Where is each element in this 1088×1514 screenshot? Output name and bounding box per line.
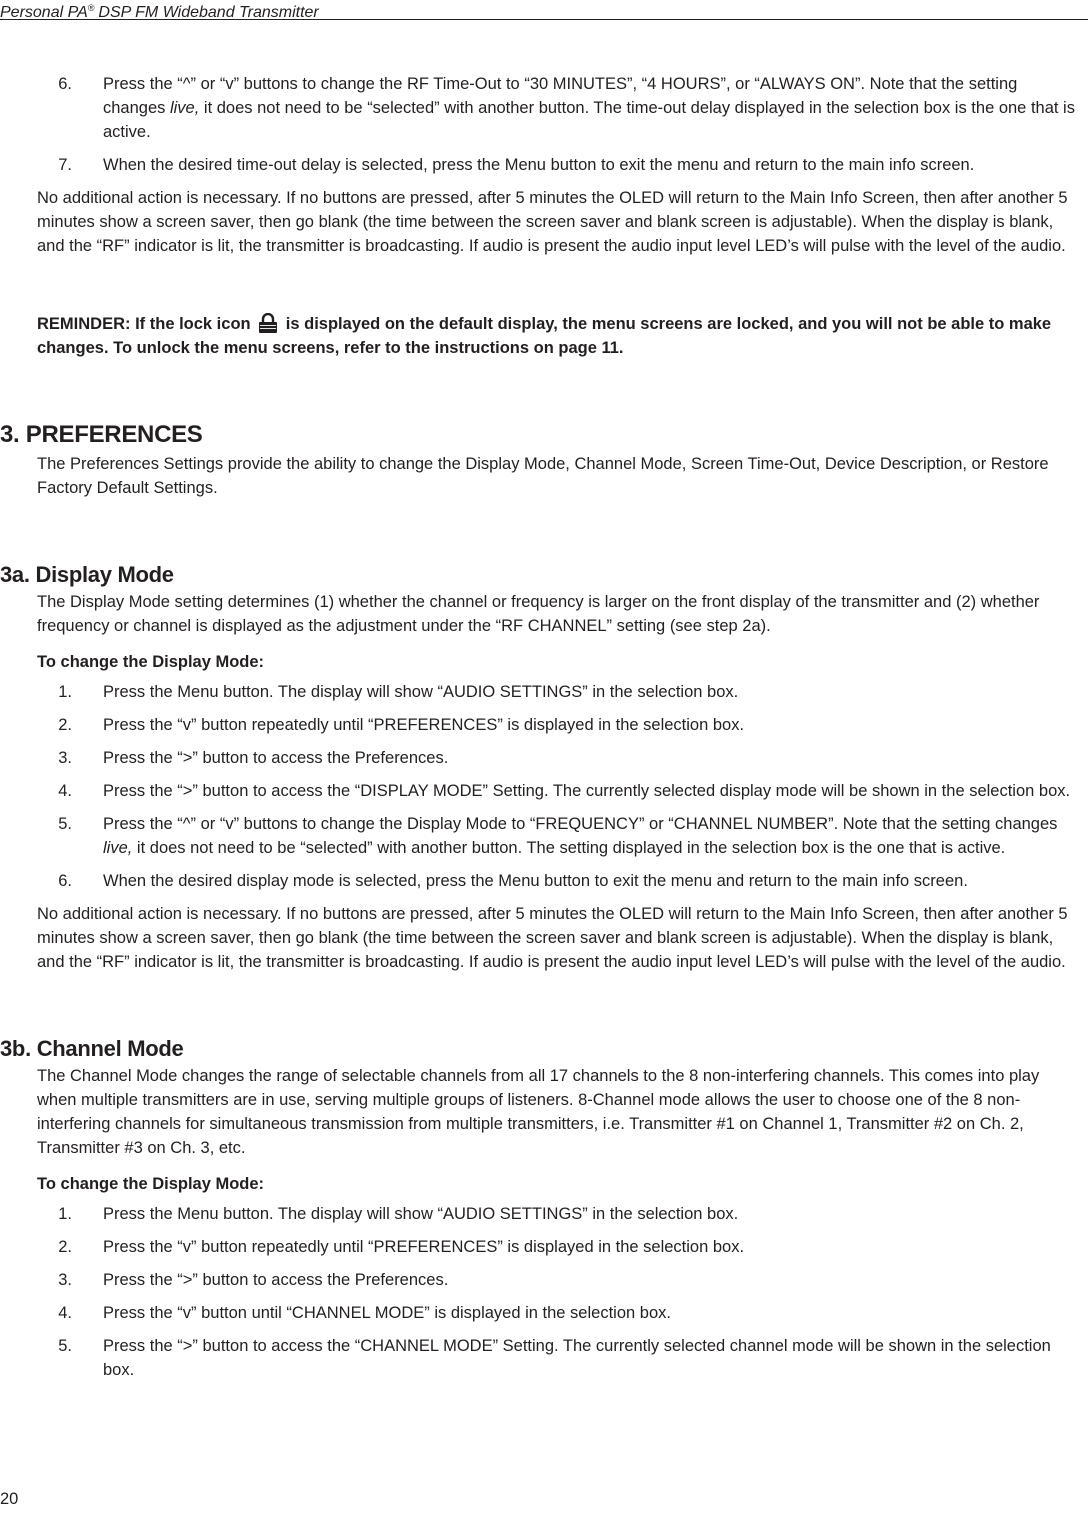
step-6 xyxy=(37,869,1083,893)
channel-mode-subhead: To change the Display Mode: xyxy=(37,1175,265,1193)
channel-mode-intro: The Channel Mode changes the range of selectable channels from all 17 channels to the 8 non-interfering channels. This comes into play when multiple transmitters are in use, serving multiple groups of listeners. 8-Channel mode allows the user to choose one of the 8 non-interfering channels for simultaneous transmission from multiple transmitters, i.e. Transmitter #1 on Channel 1, Transmitter #2 on Ch. 2, Transmitter #3 on Ch. 3, etc. xyxy=(37,1067,1040,1157)
step-text: Press the “v” button repeatedly until “PREFERENCES” is displayed in the selection box. xyxy=(103,716,745,734)
step-2 xyxy=(37,1235,1083,1259)
step-3 xyxy=(37,746,1083,770)
step-number: 7. xyxy=(58,156,72,174)
step-number: 1. xyxy=(58,1205,72,1223)
step-text: Press the “>” button to access the “CHANNEL MODE” Setting. The currently selected channel mode will be shown in the selection box. xyxy=(103,1337,1051,1379)
reminder-text-cont: is displayed on the default display, the menu screens are locked, and you will not be able to make changes. To unlock the menu screens, refer to the instructions on page 11. xyxy=(37,315,1052,357)
step-text: Press the “>” button to access the “DISPLAY MODE” Setting. The currently selected display mode will be shown in the selection box. xyxy=(103,782,1071,800)
step-text: Press the Menu button. The display will show “AUDIO SETTINGS” in the selection box. xyxy=(103,1205,739,1223)
reminder-text: REMINDER: If the lock icon xyxy=(37,315,251,333)
registered-mark: ® xyxy=(87,3,95,13)
display-mode-intro: The Display Mode setting determines (1) whether the channel or frequency is larger on the front display of the transmitter and (2) whether frequency or channel is displayed as the adjustment under the “RF CHANNEL” setting (see step 2a). xyxy=(37,593,1040,635)
step-number: 5. xyxy=(58,1337,72,1355)
header-title: Personal PA xyxy=(0,4,88,21)
step-number: 6. xyxy=(58,872,72,890)
step-7 xyxy=(37,153,1083,177)
step-number: 4. xyxy=(58,782,72,800)
step-text: When the desired time-out delay is selected, press the Menu button to exit the menu and return to the main info screen. xyxy=(103,156,975,174)
reminder-note xyxy=(37,312,1083,360)
step-number: 6. xyxy=(58,75,72,93)
step-text: Press the Menu button. The display will show “AUDIO SETTINGS” in the selection box. xyxy=(103,683,739,701)
step-number: 5. xyxy=(58,815,72,833)
step-5 xyxy=(37,1334,1083,1382)
step-text: Press the “v” button repeatedly until “PREFERENCES” is displayed in the selection box. xyxy=(103,1238,745,1256)
step-emphasis: live, xyxy=(103,839,133,857)
header-subtitle: DSP FM Wideband Transmitter xyxy=(98,4,319,21)
step-text: Press the “v” button until “CHANNEL MODE” is displayed in the selection box. xyxy=(103,1304,671,1322)
step-5 xyxy=(37,812,1083,860)
step-text: Press the “>” button to access the Preferences. xyxy=(103,1271,449,1289)
display-mode-note: No additional action is necessary. If no buttons are pressed, after 5 minutes the OLED will return to the Main Info Screen, then after another 5 minutes show a screen saver, then go blank (the time between the screen saver and blank screen is adjustable). When the display is blank, and the “RF” indicator is lit, the transmitter is broadcasting. If audio is present the audio input level LED’s will pulse with the level of the audio. xyxy=(37,905,1068,971)
step-number: 2. xyxy=(58,716,72,734)
preferences-heading: 3. PREFERENCES xyxy=(0,421,203,448)
step-text: Press the “>” button to access the Preferences. xyxy=(103,749,449,767)
step-3 xyxy=(37,1268,1083,1292)
page-content xyxy=(0,72,1083,1391)
page-number: 20 xyxy=(0,1490,19,1508)
step-4 xyxy=(37,1301,1083,1325)
step-text: Press the “^” or “v” buttons to change the RF Time-Out to “30 MINUTES”, “4 HOURS”, or “ALWAYS ON”. Note that the setting changes xyxy=(103,75,1018,117)
rf-timeout-steps xyxy=(37,72,1083,177)
step-text-cont: it does not need to be “selected” with another button. The setting displayed in the selection box is the one that is active. xyxy=(132,839,1006,857)
step-number: 1. xyxy=(58,683,72,701)
step-1 xyxy=(37,680,1083,704)
step-1 xyxy=(37,1202,1083,1226)
step-number: 3. xyxy=(58,749,72,767)
channel-mode-steps xyxy=(37,1202,1083,1382)
display-mode-subhead: To change the Display Mode: xyxy=(37,653,265,671)
preferences-intro: The Preferences Settings provide the ability to change the Display Mode, Channel Mode, Screen Time-Out, Device Description, or Restore Factory Default Settings. xyxy=(37,455,1049,497)
step-2 xyxy=(37,713,1083,737)
step-text-cont: it does not need to be “selected” with another button. The time-out delay displayed in the selection box is the one that is active. xyxy=(103,99,1075,141)
note-paragraph: No additional action is necessary. If no buttons are pressed, after 5 minutes the OLED will return to the Main Info Screen, then after another 5 minutes show a screen saver, then go blank (the time between the screen saver and blank screen is adjustable). When the display is blank, and the “RF” indicator is lit, the transmitter is broadcasting. If audio is present the audio input level LED’s will pulse with the level of the audio. xyxy=(37,189,1068,255)
channel-mode-heading: 3b. Channel Mode xyxy=(0,1036,184,1061)
step-4 xyxy=(37,779,1083,803)
step-emphasis: live, xyxy=(169,99,200,117)
step-number: 4. xyxy=(58,1304,72,1322)
display-mode-heading: 3a. Display Mode xyxy=(0,562,174,587)
step-text: Press the “^” or “v” buttons to change the Display Mode to “FREQUENCY” or “CHANNEL NUMBER”. Note that the setting changes xyxy=(103,815,1058,833)
step-6 xyxy=(37,72,1083,144)
running-header xyxy=(0,0,1088,20)
step-text: When the desired display mode is selected, press the Menu button to exit the menu and return to the main info screen. xyxy=(103,872,968,890)
display-mode-steps xyxy=(37,680,1083,893)
step-number: 3. xyxy=(58,1271,72,1289)
lock-icon xyxy=(257,313,279,333)
step-number: 2. xyxy=(58,1238,72,1256)
